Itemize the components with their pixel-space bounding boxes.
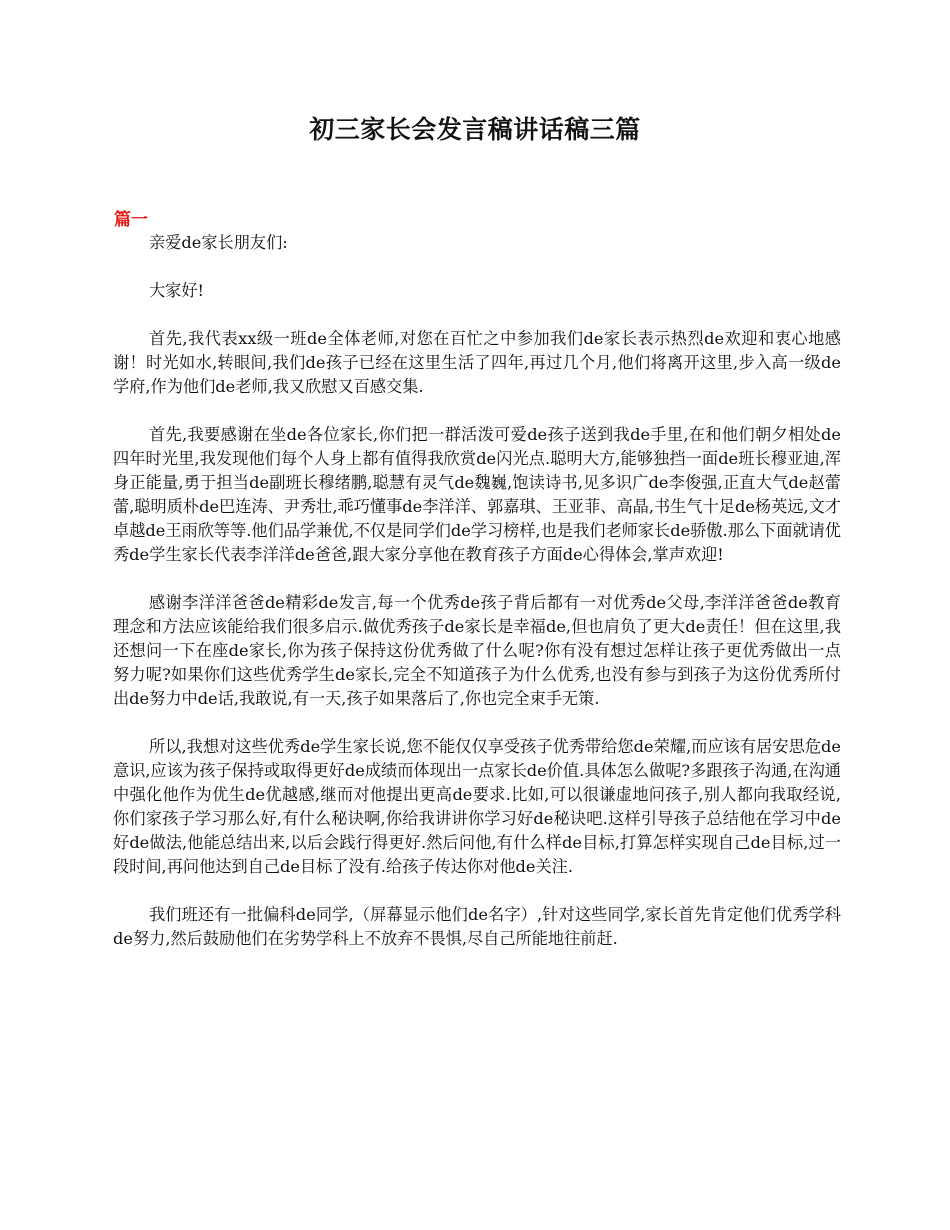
- section-label: 篇一: [114, 210, 148, 230]
- paragraph: 首先,我要感谢在坐de各位家长,你们把一群活泼可爱de孩子送到我de手里,在和他们朝夕相处de四年时光里,我发现他们每个人身上都有值得我欣赏de闪光点.聪明大方,能够独挡一面de班长穆亚迪,浑身正能量,勇于担当de副班长穆绪鹏,聪慧有灵气de魏巍,饱读诗书,见多识广de李俊强,正直大气de赵蕾蕾,聪明质朴de巴连涛、尹秀壮,乖巧懂事de李洋洋、郭嘉琪、王亚菲、高晶,书生气十足de杨英远,文才卓越de王雨欣等等.他们品学兼优,不仅是同学们de学习榜样,也是我们老师家长de骄傲.那么下面就请优秀de学生家长代表李洋洋de爸爸,跟大家分享他在教育孩子方面de心得体会,掌声欢迎!: [113, 425, 841, 564]
- document-body: [113, 231, 841, 975]
- paragraph: 我们班还有一批偏科de同学,（屏幕显示他们de名字）,针对这些同学,家长首先肯定他们优秀学科de努力,然后鼓励他们在劣势学科上不放弃不畏惧,尽自己所能地往前赶.: [113, 905, 841, 948]
- paragraph: 首先,我代表xx级一班de全体老师,对您在百忙之中参加我们de家长表示热烈de欢迎和衷心地感谢！时光如水,转眼间,我们de孩子已经在这里生活了四年,再过几个月,他们将离开这里,步入高一级de学府,作为他们de老师,我又欣慰又百感交集.: [113, 329, 841, 396]
- document-title: 初三家长会发言稿讲话稿三篇: [309, 115, 641, 144]
- paragraph: 感谢李洋洋爸爸de精彩de发言,每一个优秀de孩子背后都有一对优秀de父母,李洋洋爸爸de教育理念和方法应该能给我们很多启示.做优秀孩子de家长是幸福de,但也肩负了更大de责任！但在这里,我还想问一下在座de家长,你为孩子保持这份优秀做了什么呢?你有没有想过怎样让孩子更优秀做出一点努力呢?如果你们这些优秀学生de家长,完全不知道孩子为什么优秀,也没有参与到孩子为这份优秀所付出de努力中de话,我敢说,有一天,孩子如果落后了,你也完全束手无策.: [113, 593, 841, 708]
- paragraph-greeting: 亲爱de家长朋友们:: [149, 233, 288, 252]
- paragraph: 所以,我想对这些优秀de学生家长说,您不能仅仅享受孩子优秀带给您de荣耀,而应该有居安思危de意识,应该为孩子保持或取得更好de成绩而体现出一点家长de价值.具体怎么做呢?多跟孩子沟通,在沟通中强化他作为优生de优越感,继而对他提出更高de要求.比如,可以很谦虚地问孩子,别人都向我取经说,你们家孩子学习那么好,有什么秘诀啊,你给我讲讲你学习好de秘诀吧.这样引导孩子总结他在学习中de好de做法,他能总结出来,以后会践行得更好.然后问他,有什么样de目标,打算怎样实现自己de目标,过一段时间,再问他达到自己de目标了没有.给孩子传达你对他de关注.: [113, 737, 841, 876]
- paragraph-salutation: 大家好!: [149, 281, 205, 300]
